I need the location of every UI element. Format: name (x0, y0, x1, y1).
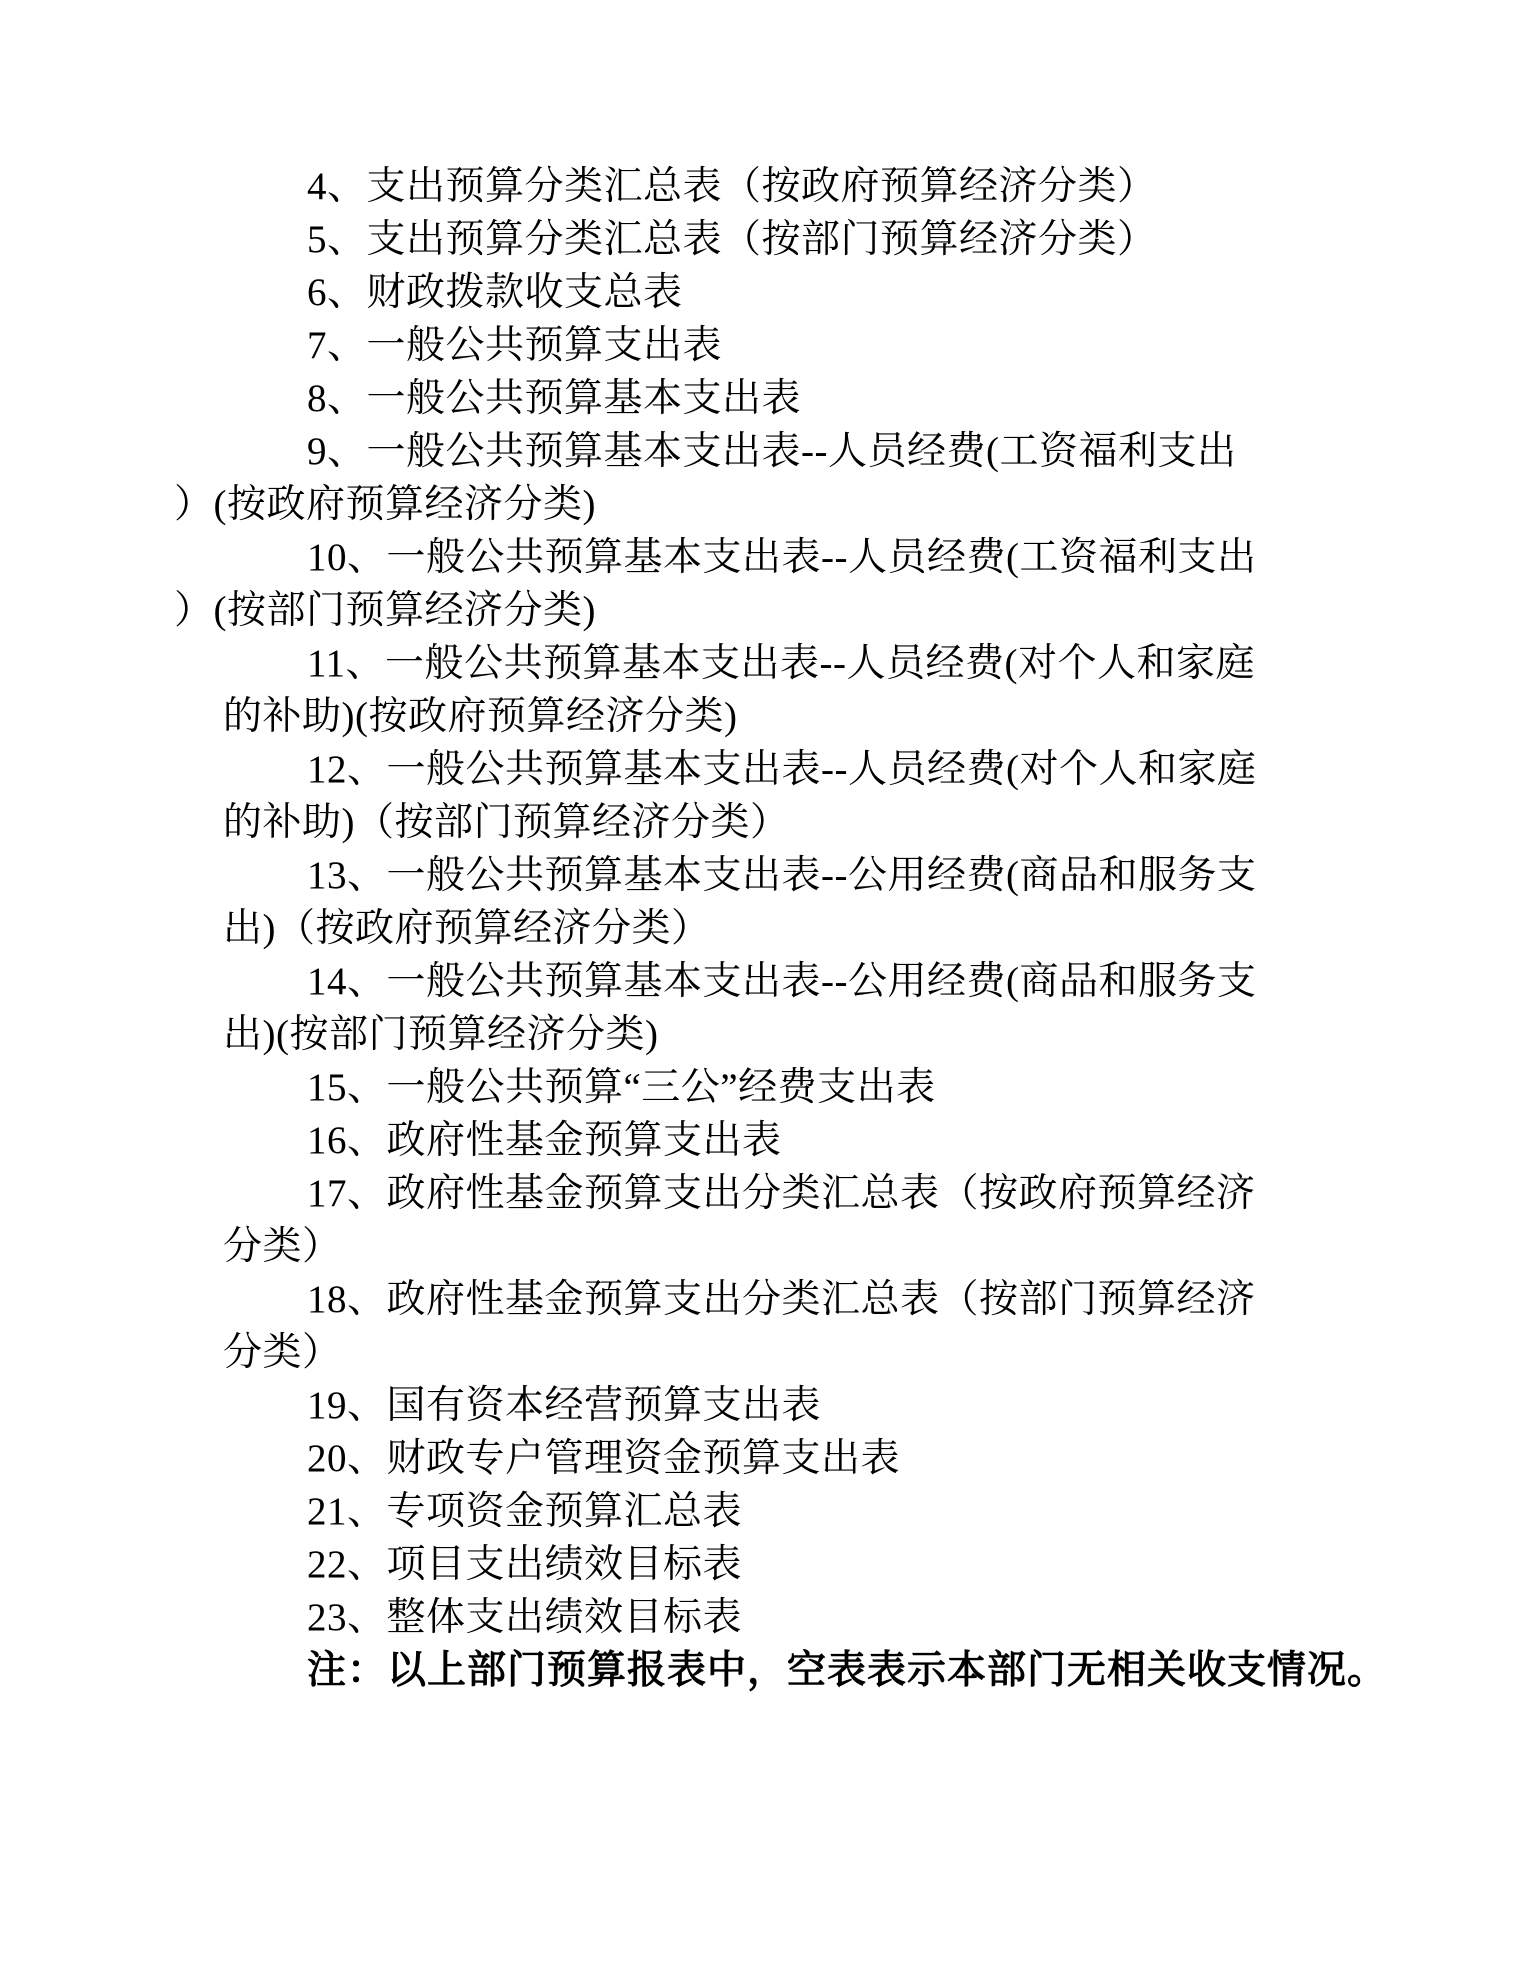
list-line-19: 16、政府性基金预算支出表 (307, 1119, 782, 1162)
budget-report-table-list (174, 160, 1388, 1697)
list-line-15: 出)（按政府预算经济分类） (223, 907, 711, 950)
list-line-17: 出)(按部门预算经济分类) (223, 1013, 659, 1056)
list-line-27: 22、项目支出绩效目标表 (307, 1543, 743, 1586)
list-line-2: 5、支出预算分类汇总表（按部门预算经济分类） (307, 218, 1157, 261)
list-line-11: 的补助)(按政府预算经济分类) (223, 695, 738, 738)
list-line-28: 23、整体支出绩效目标表 (307, 1596, 743, 1639)
list-line-16: 14、一般公共预算基本支出表--公用经费(商品和服务支 (307, 960, 1257, 1003)
list-line-20: 17、政府性基金预算支出分类汇总表（按政府预算经济 (307, 1172, 1256, 1215)
list-line-21: 分类） (223, 1225, 342, 1268)
list-line-14: 13、一般公共预算基本支出表--公用经费(商品和服务支 (307, 854, 1257, 897)
list-line-3: 6、财政拨款收支总表 (307, 271, 683, 314)
list-line-26: 21、专项资金预算汇总表 (307, 1490, 743, 1533)
list-line-25: 20、财政专户管理资金预算支出表 (307, 1437, 901, 1480)
note-line: 注：以上部门预算报表中，空表表示本部门无相关收支情况。 (307, 1649, 1388, 1692)
list-line-18: 15、一般公共预算“三公”经费支出表 (307, 1066, 936, 1109)
list-line-24: 19、国有资本经营预算支出表 (307, 1384, 822, 1427)
list-line-1: 4、支出预算分类汇总表（按政府预算经济分类） (307, 165, 1157, 208)
list-line-7: ）(按政府预算经济分类) (174, 483, 596, 526)
list-line-5: 8、一般公共预算基本支出表 (307, 377, 802, 420)
list-line-23: 分类） (223, 1331, 342, 1374)
list-line-22: 18、政府性基金预算支出分类汇总表（按部门预算经济 (307, 1278, 1256, 1321)
list-line-12: 12、一般公共预算基本支出表--人员经费(对个人和家庭 (307, 748, 1257, 791)
list-line-10: 11、一般公共预算基本支出表--人员经费(对个人和家庭 (307, 642, 1256, 685)
list-line-8: 10、一般公共预算基本支出表--人员经费(工资福利支出 (307, 536, 1257, 579)
list-line-9: ）(按部门预算经济分类) (174, 589, 596, 632)
list-line-13: 的补助)（按部门预算经济分类） (223, 801, 790, 844)
list-line-6: 9、一般公共预算基本支出表--人员经费(工资福利支出 (307, 430, 1237, 473)
list-line-4: 7、一般公共预算支出表 (307, 324, 723, 367)
